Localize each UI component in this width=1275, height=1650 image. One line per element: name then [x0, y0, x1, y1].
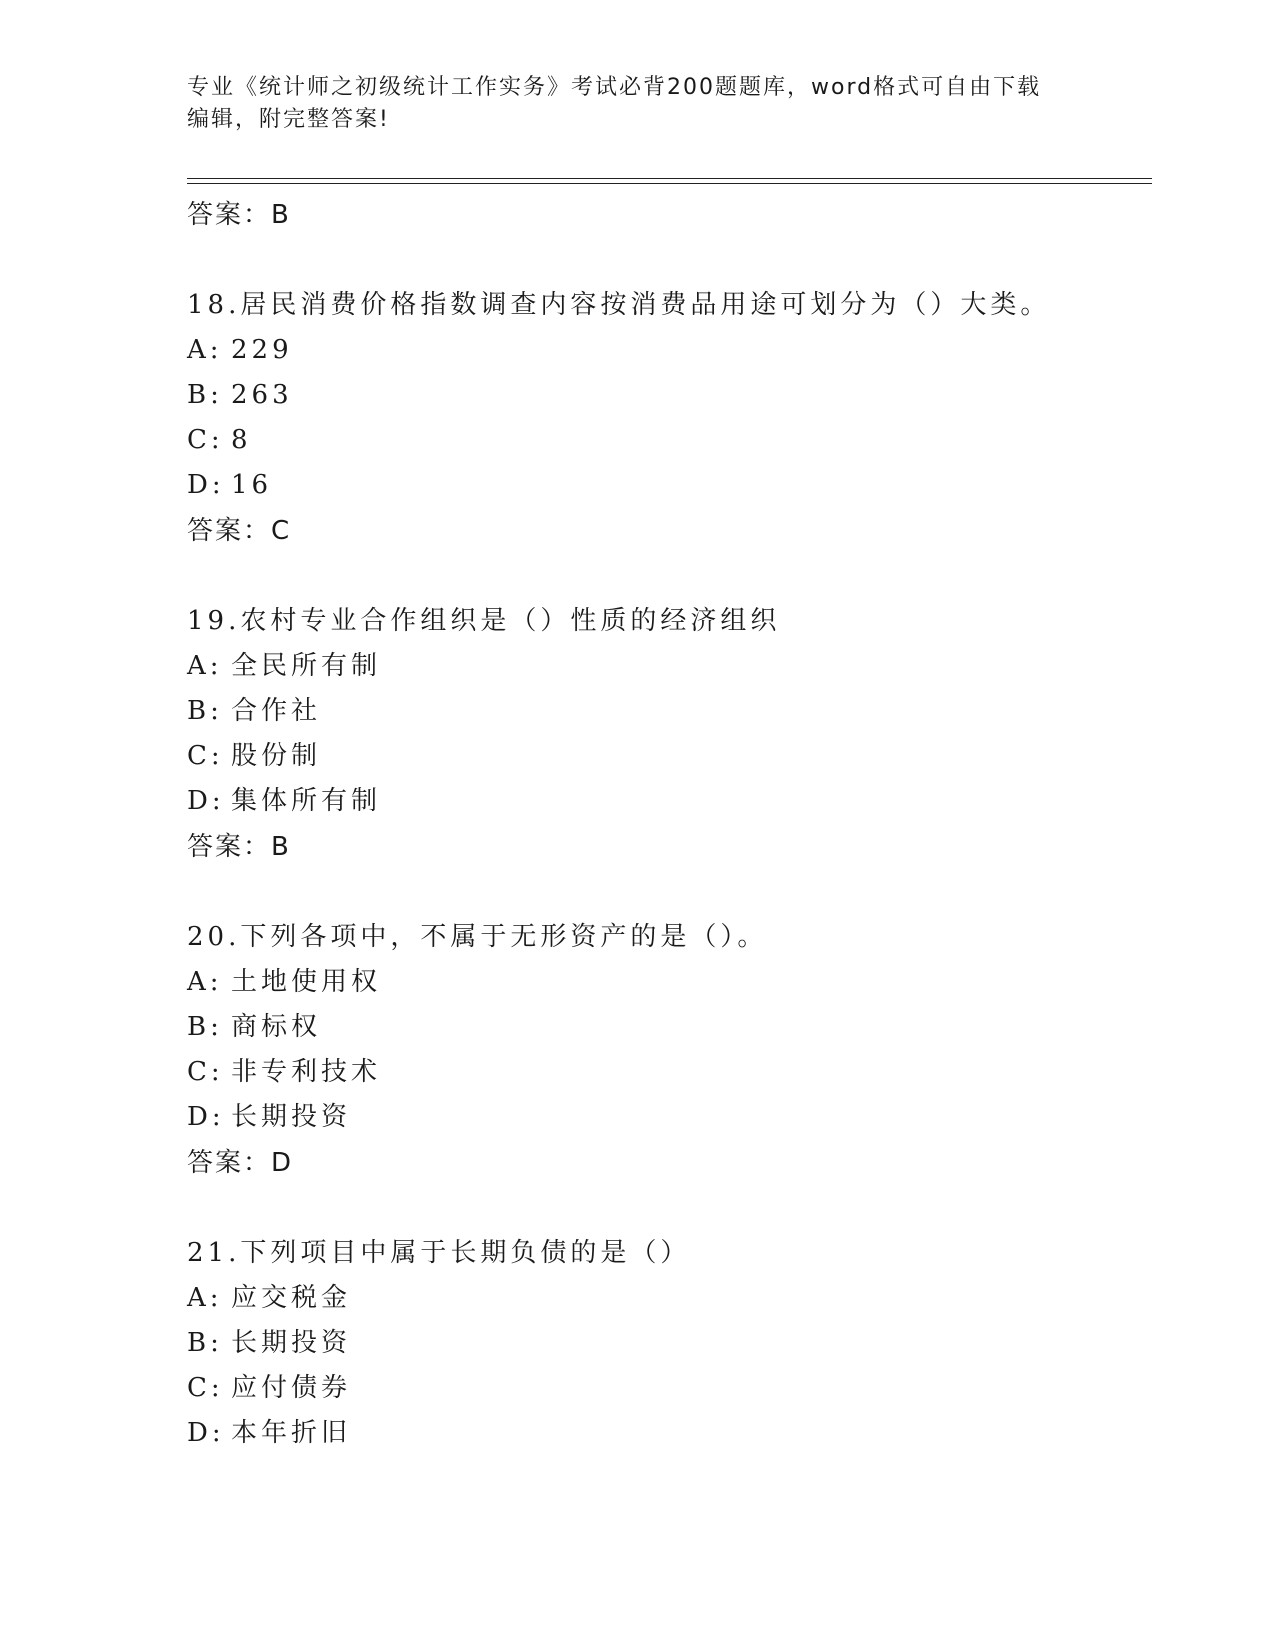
option-text: 全民所有制	[231, 651, 382, 681]
option-b	[187, 1321, 1147, 1366]
question-21	[187, 1230, 1147, 1456]
option-a	[187, 1276, 1147, 1321]
option-b	[187, 373, 1147, 418]
option-key: D:	[187, 1102, 225, 1132]
option-key: D:	[187, 470, 225, 500]
question-title: 19.农村专业合作组织是（）性质的经济组织	[187, 606, 781, 636]
option-key: C:	[187, 741, 224, 771]
option-text: 非专利技术	[231, 1057, 382, 1087]
document-body	[187, 192, 1147, 1456]
option-b	[187, 689, 1147, 734]
option-text: 8	[231, 425, 252, 455]
option-text: 合作社	[231, 696, 322, 726]
answer-label: 答案：B	[187, 832, 291, 862]
option-key: D:	[187, 1418, 225, 1448]
option-b	[187, 1005, 1147, 1050]
option-text: 应交税金	[231, 1283, 352, 1313]
option-text: 土地使用权	[231, 967, 382, 997]
option-c	[187, 1050, 1147, 1095]
option-key: B:	[187, 696, 223, 726]
option-text: 商标权	[231, 1012, 322, 1042]
option-key: A:	[187, 967, 223, 997]
option-key: A:	[187, 1283, 223, 1313]
option-key: B:	[187, 380, 223, 410]
question-title: 18.居民消费价格指数调查内容按消费品用途可划分为（）大类。	[187, 290, 1051, 320]
option-key: C:	[187, 1057, 224, 1087]
document-header	[187, 72, 1067, 136]
question-title: 21.下列项目中属于长期负债的是（）	[187, 1238, 691, 1268]
option-c	[187, 1366, 1147, 1411]
option-a	[187, 960, 1147, 1005]
header-line-2: 编辑，附完整答案!	[187, 107, 390, 132]
option-d	[187, 463, 1147, 508]
option-text: 长期投资	[231, 1102, 352, 1132]
answer-label: 答案：D	[187, 1148, 294, 1178]
option-text: 长期投资	[231, 1328, 352, 1358]
option-text: 应付债券	[231, 1373, 352, 1403]
option-d	[187, 1095, 1147, 1140]
header-divider-bottom	[187, 183, 1152, 184]
option-text: 股份制	[231, 741, 322, 771]
answer-label: 答案：B	[187, 200, 291, 230]
option-c	[187, 734, 1147, 779]
option-key: B:	[187, 1328, 223, 1358]
option-text: 本年折旧	[231, 1418, 352, 1448]
option-text: 263	[231, 380, 293, 410]
option-text: 229	[231, 335, 293, 365]
option-text: 集体所有制	[231, 786, 382, 816]
option-d	[187, 1411, 1147, 1456]
option-key: A:	[187, 335, 223, 365]
question-20	[187, 914, 1147, 1186]
question-18	[187, 282, 1147, 554]
option-key: D:	[187, 786, 225, 816]
option-c	[187, 418, 1147, 463]
header-divider-top	[187, 178, 1152, 179]
option-d	[187, 779, 1147, 824]
header-line-1: 专业《统计师之初级统计工作实务》考试必背200题题库，word格式可自由下载	[187, 75, 1042, 100]
option-key: C:	[187, 425, 224, 455]
option-key: B:	[187, 1012, 223, 1042]
option-key: A:	[187, 651, 223, 681]
answer-label: 答案：C	[187, 516, 292, 546]
question-19	[187, 598, 1147, 870]
option-a	[187, 644, 1147, 689]
option-key: C:	[187, 1373, 224, 1403]
option-text: 16	[231, 470, 273, 500]
question-title: 20.下列各项中，不属于无形资产的是（）。	[187, 922, 768, 952]
option-a	[187, 328, 1147, 373]
